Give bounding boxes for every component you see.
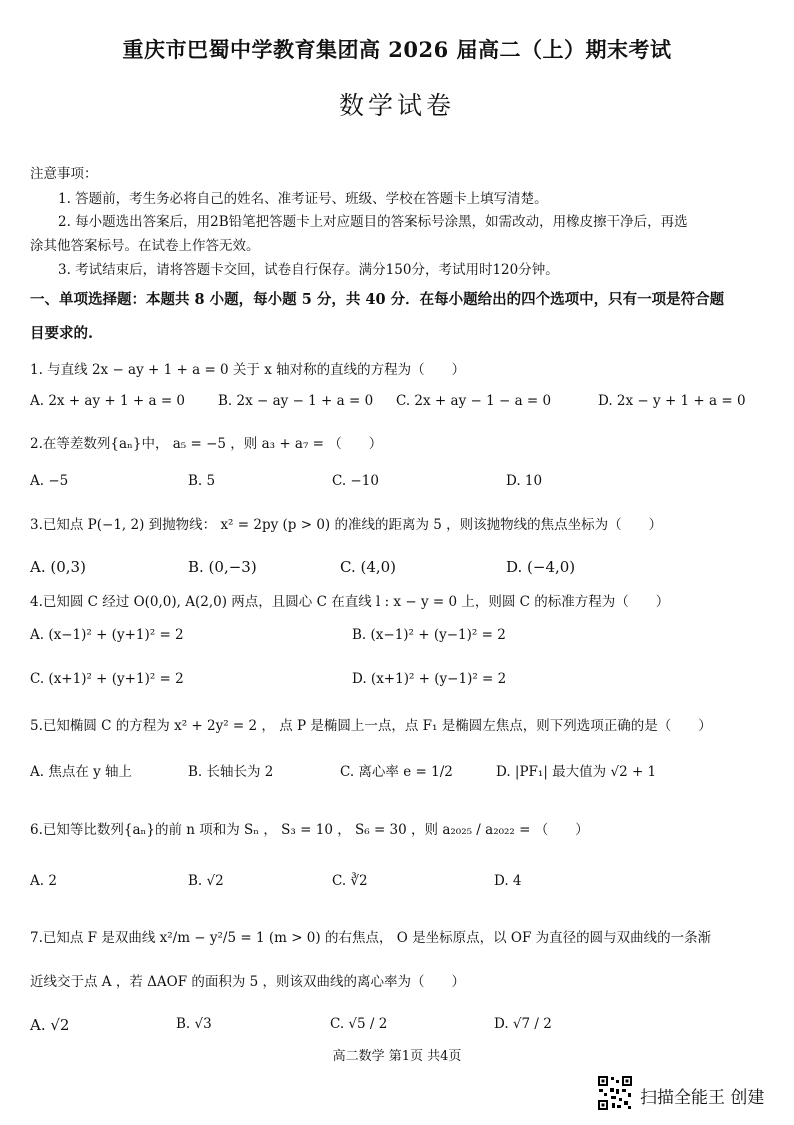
qr-code-icon bbox=[597, 1075, 633, 1115]
question-2-option-c: C. −10 bbox=[332, 473, 379, 489]
question-3-option-a: A. (0,3) bbox=[30, 558, 86, 576]
question-2-stem: 2.在等差数列{aₙ}中， a₅ = −5 ，则 a₃ + a₇ = （ ） bbox=[30, 436, 383, 452]
question-7-option-a: A. √2 bbox=[30, 1016, 70, 1034]
question-3-option-b: B. (0,−3) bbox=[188, 558, 257, 576]
question-6-option-a: A. 2 bbox=[30, 873, 57, 889]
question-6-stem: 6.已知等比数列{aₙ}的前 n 项和为 Sₙ ， S₃ = 10 ， S₆ = 30 ，则 a₂₀₂₅ / a₂₀₂₂ = （ ） bbox=[30, 822, 589, 838]
question-3-option-c: C. (4,0) bbox=[340, 558, 397, 576]
question-1-option-b: B. 2x − ay − 1 + a = 0 bbox=[218, 393, 374, 409]
question-7-option-c: C. √5 / 2 bbox=[330, 1016, 388, 1032]
section-heading-line2: 目要求的. bbox=[30, 325, 94, 342]
question-4-option-d: D. (x+1)² + (y−1)² = 2 bbox=[352, 671, 507, 687]
question-4-option-b: B. (x−1)² + (y−1)² = 2 bbox=[352, 627, 506, 643]
question-2-option-d: D. 10 bbox=[506, 473, 543, 489]
question-4-option-c: C. (x+1)² + (y+1)² = 2 bbox=[30, 671, 184, 687]
question-5-option-a: A. 焦点在 y 轴上 bbox=[30, 764, 133, 780]
question-6-option-b: B. √2 bbox=[188, 873, 224, 889]
question-5-option-d: D. |PF₁| 最大值为 √2 + 1 bbox=[496, 764, 657, 780]
question-6-option-c: C. ∛2 bbox=[332, 873, 368, 889]
question-7-stem-line2: 近线交于点 A ，若 ΔAOF 的面积为 5 ，则该双曲线的离心率为（ ） bbox=[30, 974, 466, 990]
question-2-option-b: B. 5 bbox=[188, 473, 216, 489]
question-2-option-a: A. −5 bbox=[30, 473, 69, 489]
question-1-option-c: C. 2x + ay − 1 − a = 0 bbox=[396, 393, 552, 409]
question-4-option-a: A. (x−1)² + (y+1)² = 2 bbox=[30, 627, 184, 643]
scanner-brand-watermark: 扫描全能王 创建 bbox=[640, 1088, 765, 1108]
question-5-option-b: B. 长轴长为 2 bbox=[188, 764, 274, 780]
exam-title: 重庆市巴蜀中学教育集团高 2026 届高二（上）期末考试 bbox=[122, 37, 672, 62]
question-1-option-a: A. 2x + ay + 1 + a = 0 bbox=[30, 393, 186, 409]
question-1-option-d: D. 2x − y + 1 + a = 0 bbox=[598, 393, 746, 409]
question-7-option-b: B. √3 bbox=[176, 1016, 212, 1032]
question-3-stem: 3.已知点 P(−1, 2) 到抛物线： x² = 2py (p > 0) 的准线的距离为 5 ，则该抛物线的焦点坐标为（ ） bbox=[30, 517, 663, 533]
notes-heading: 注意事项： bbox=[30, 166, 98, 182]
page-number: 高二数学 第1页 共4页 bbox=[332, 1049, 462, 1064]
note-item-1: 1. 答题前，考生务必将自己的姓名、准考证号、班级、学校在答题卡上填写清楚。 bbox=[58, 191, 548, 207]
question-7-stem-line1: 7.已知点 F 是双曲线 x²/m − y²/5 = 1 (m > 0) 的右焦点， O 是坐标原点，以 OF 为直径的圆与双曲线的一条渐 bbox=[30, 930, 712, 946]
question-5-option-c: C. 离心率 e = 1/2 bbox=[340, 764, 453, 780]
note-item-2b: 涂其他答案标号。在试卷上作答无效。 bbox=[30, 238, 260, 254]
question-5-stem: 5.已知椭圆 C 的方程为 x² + 2y² = 2 ， 点 P 是椭圆上一点，点 F₁ 是椭圆左焦点，则下列选项正确的是（ ） bbox=[30, 718, 712, 734]
question-3-option-d: D. (−4,0) bbox=[506, 558, 576, 576]
exam-subtitle: 数学试卷 bbox=[338, 91, 455, 120]
section-heading-line1: 一、单项选择题：本题共 8 小题，每小题 5 分，共 40 分．在每小题给出的四个选项中，只有一项是符合题 bbox=[30, 291, 725, 308]
note-item-3: 3. 考试结束后，请将答题卡交回，试卷自行保存。满分150分，考试用时120分钟。 bbox=[58, 262, 559, 278]
question-1-stem: 1. 与直线 2x − ay + 1 + a = 0 关于 x 轴对称的直线的方程为（ ） bbox=[30, 362, 466, 378]
note-item-2a: 2. 每小题选出答案后，用2B铅笔把答题卡上对应题目的答案标号涂黑，如需改动，用橡皮擦干净后，再选 bbox=[58, 214, 688, 230]
question-6-option-d: D. 4 bbox=[494, 873, 522, 889]
question-7-option-d: D. √7 / 2 bbox=[494, 1016, 552, 1032]
question-4-stem: 4.已知圆 C 经过 O(0,0), A(2,0) 两点，且圆心 C 在直线 l : x − y = 0 上，则圆 C 的标准方程为（ ） bbox=[30, 594, 670, 610]
